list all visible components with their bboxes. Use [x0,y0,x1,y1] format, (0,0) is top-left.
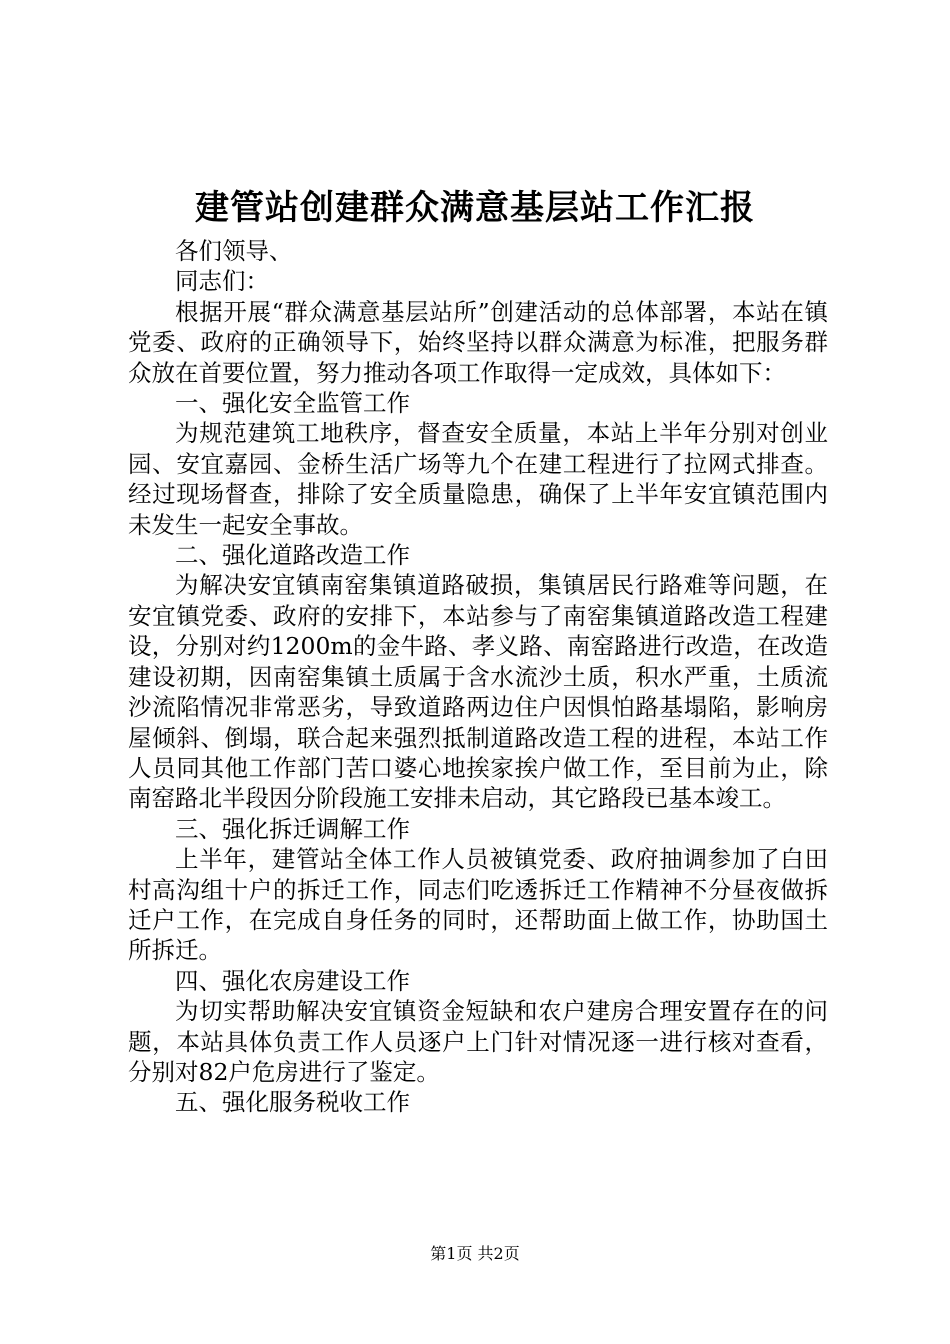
section-heading-2: 二、强化道路改造工作 [175,541,410,570]
section-heading-1: 一、强化安全监管工作 [175,389,410,418]
salutation-comrades: 同志们： [175,267,269,296]
document-title: 建管站创建群众满意基层站工作汇报 [195,188,755,228]
section-heading-5: 五、强化服务税收工作 [175,1088,410,1117]
section-body-4: 为切实帮助解决安宜镇资金短缺和农户建房合理安置存在的问题，本站具体负责工作人员逐户上门针对情况逐一进行核对查看，分别对82户危房进行了鉴定。 [128,997,828,1086]
document-body [128,236,828,1118]
page-number-footer: 第1页 共2页 [430,1244,520,1263]
section-body-2: 为解决安宜镇南窑集镇道路破损，集镇居民行路难等问题，在安宜镇党委、政府的安排下，本站参与了南窑集镇道路改造工程建设，分别对约1200m的金牛路、孝义路、南窑路进行改造，在改造建设初期，因南窑集镇土质属于含水流沙土质，积水严重，土质流沙流陷情况非常恶劣，导致道路两边住户因惧怕路基塌陷，影响房屋倾斜、倒塌，联合起来强烈抵制道路改造工程的进程，本站工作人员同其他工作部门苦口婆心地挨家挨户做工作，至目前为止，除南窑路北半段因分阶段施工安排未启动，其它路段已基本竣工。 [128,571,828,813]
salutation-leaders: 各们领导、 [175,237,293,265]
section-body-3: 上半年，建管站全体工作人员被镇党委、政府抽调参加了白田村高沟组十户的拆迁工作，同志们吃透拆迁工作精神不分昼夜做拆迁户工作，在完成自身任务的同时，还帮助面上做工作，协助国土所拆迁。 [128,845,828,965]
section-heading-3: 三、强化拆迁调解工作 [175,814,410,843]
section-body-1: 为规范建筑工地秩序，督查安全质量，本站上半年分别对创业园、安宜嘉园、金桥生活广场等九个在建工程进行了拉网式排查。经过现场督查，排除了安全质量隐患，确保了上半年安宜镇范围内未发生一起安全事故。 [128,419,828,539]
intro-paragraph: 根据开展“群众满意基层站所”创建活动的总体部署，本站在镇党委、政府的正确领导下，始终坚持以群众满意为标准，把服务群众放在首要位置，努力推动各项工作取得一定成效，具体如下： [128,297,828,387]
section-heading-4: 四、强化农房建设工作 [175,966,410,995]
